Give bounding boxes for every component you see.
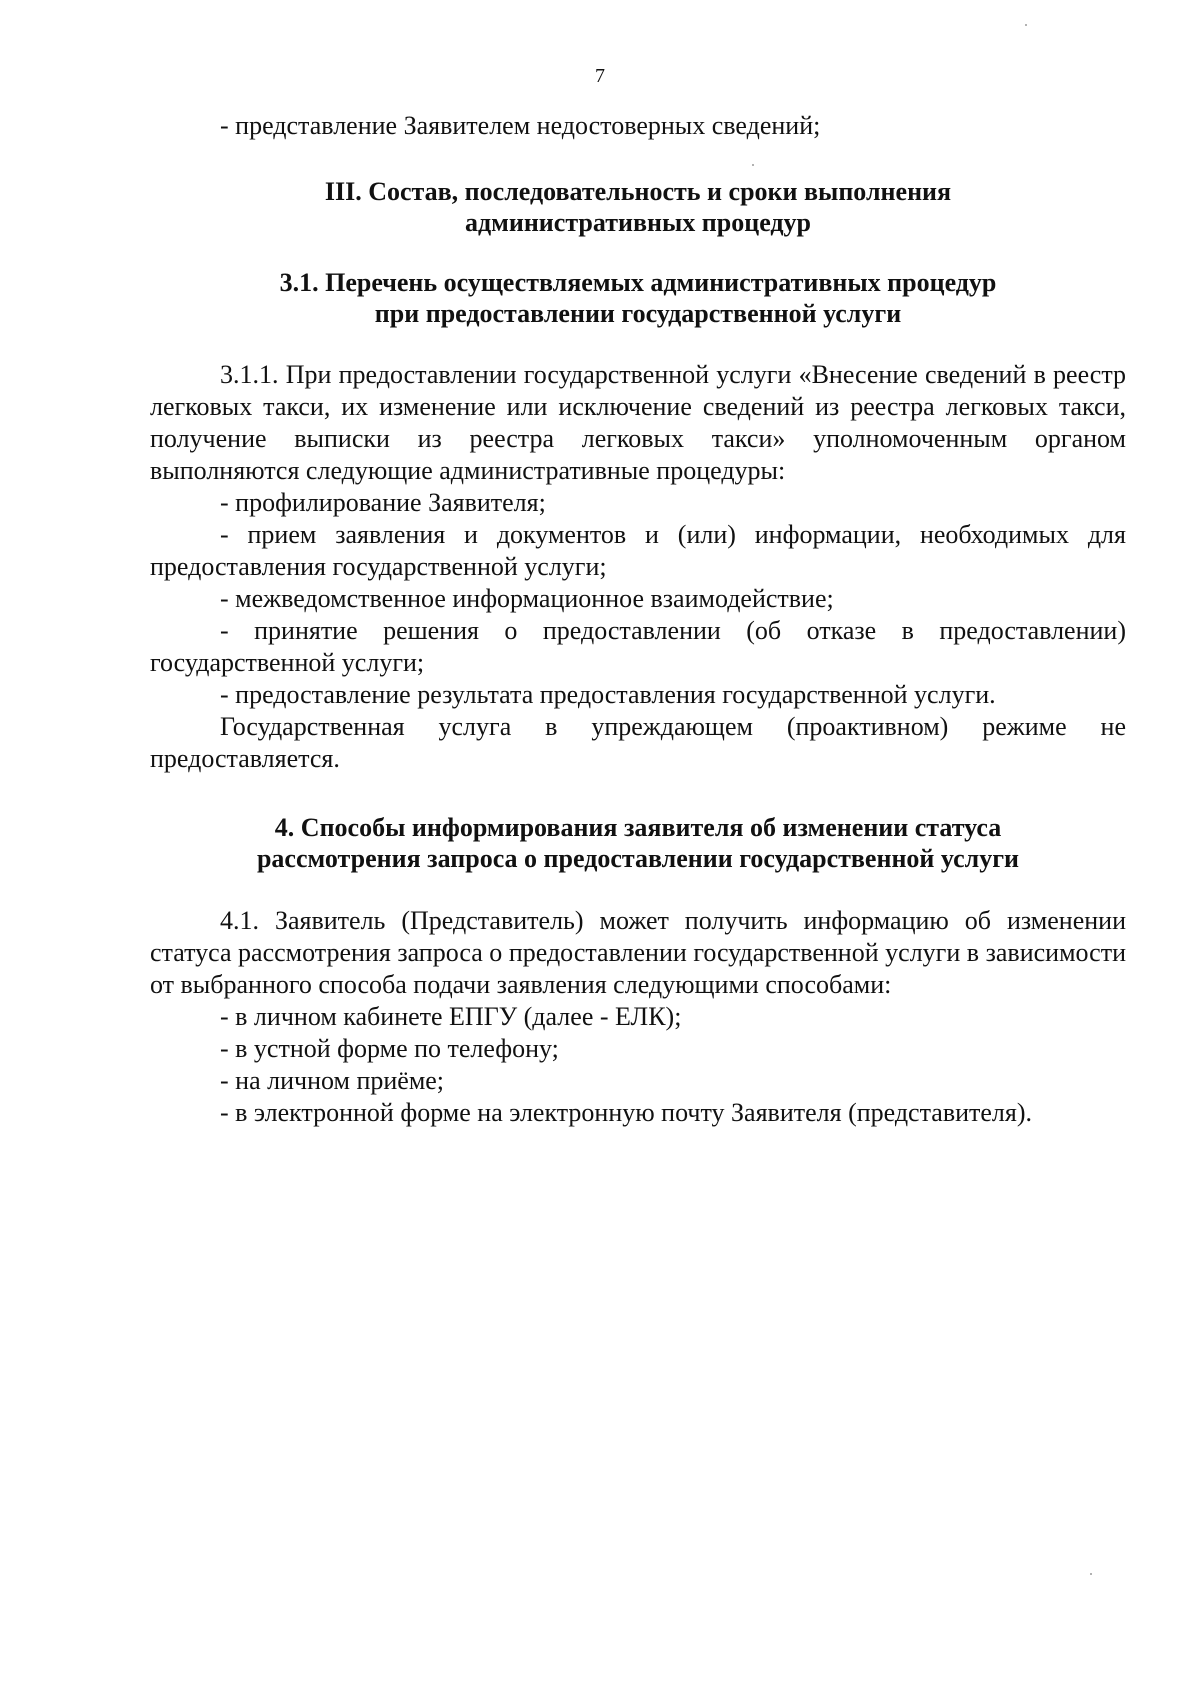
section-3-1-list-item: - предоставление результата предоставления государственной услуги. xyxy=(220,680,996,709)
section-4-heading-line-1: 4. Способы информирования заявителя об изменении статуса xyxy=(274,813,1002,842)
section-3-heading xyxy=(150,176,1126,238)
section-3-1-heading-line-1: 3.1. Перечень осуществляемых административных процедур xyxy=(279,268,997,297)
section-3-1-closing: Государственная услуга в упреждающем (проактивном) режиме не предоставляется. xyxy=(150,712,1126,773)
section-4-1-list-item: - в электронной форме на электронную почту Заявителя (представителя). xyxy=(220,1098,1033,1127)
intro-list-item: - представление Заявителем недостоверных сведений; xyxy=(220,111,821,140)
scan-speck xyxy=(1090,1573,1092,1575)
section-4-heading-line-2: рассмотрения запроса о предоставлении государственной услуги xyxy=(256,844,1020,873)
page-number: 7 xyxy=(595,65,605,87)
section-3-heading-line-1: III. Состав, последовательность и сроки выполнения xyxy=(324,177,952,206)
document-content xyxy=(150,110,1126,1129)
section-3-1-list-item: - межведомственное информационное взаимодействие; xyxy=(220,584,834,613)
scan-speck xyxy=(752,164,754,166)
section-3-1-list-item: - принятие решения о предоставлении (об отказе в предоставлении) государственной услуги; xyxy=(150,616,1126,677)
section-3-1-paragraph: 3.1.1. При предоставлении государственной услуги «Внесение сведений в реестр легковых такси, их изменение или исключение сведений из реестра легковых такси, получение выписки из реестра легковых такси» уполномоченным органом выполняются следующие административные процедуры: xyxy=(150,360,1126,485)
scan-speck xyxy=(1025,24,1027,26)
section-4-1-list-item: - в личном кабинете ЕПГУ (далее - ЕЛК); xyxy=(220,1002,682,1031)
section-3-1-heading-line-2: при предоставлении государственной услуги xyxy=(374,299,902,328)
section-4-1-list-item: - на личном приёме; xyxy=(220,1066,445,1095)
section-4-1-list-item: - в устной форме по телефону; xyxy=(220,1034,559,1063)
section-3-heading-line-2: административных процедур xyxy=(464,208,812,237)
section-3-1-heading xyxy=(150,267,1126,329)
section-4-heading xyxy=(150,812,1126,874)
section-4-1-paragraph: 4.1. Заявитель (Представитель) может получить информацию об изменении статуса рассмотрения запроса о предоставлении государственной услуги в зависимости от выбранного способа подачи заявления следующими способами: xyxy=(150,906,1126,999)
section-3-1-list-item: - профилирование Заявителя; xyxy=(220,488,546,517)
section-3-1-list-item: - прием заявления и документов и (или) информации, необходимых для предоставления государственной услуги; xyxy=(150,520,1126,581)
